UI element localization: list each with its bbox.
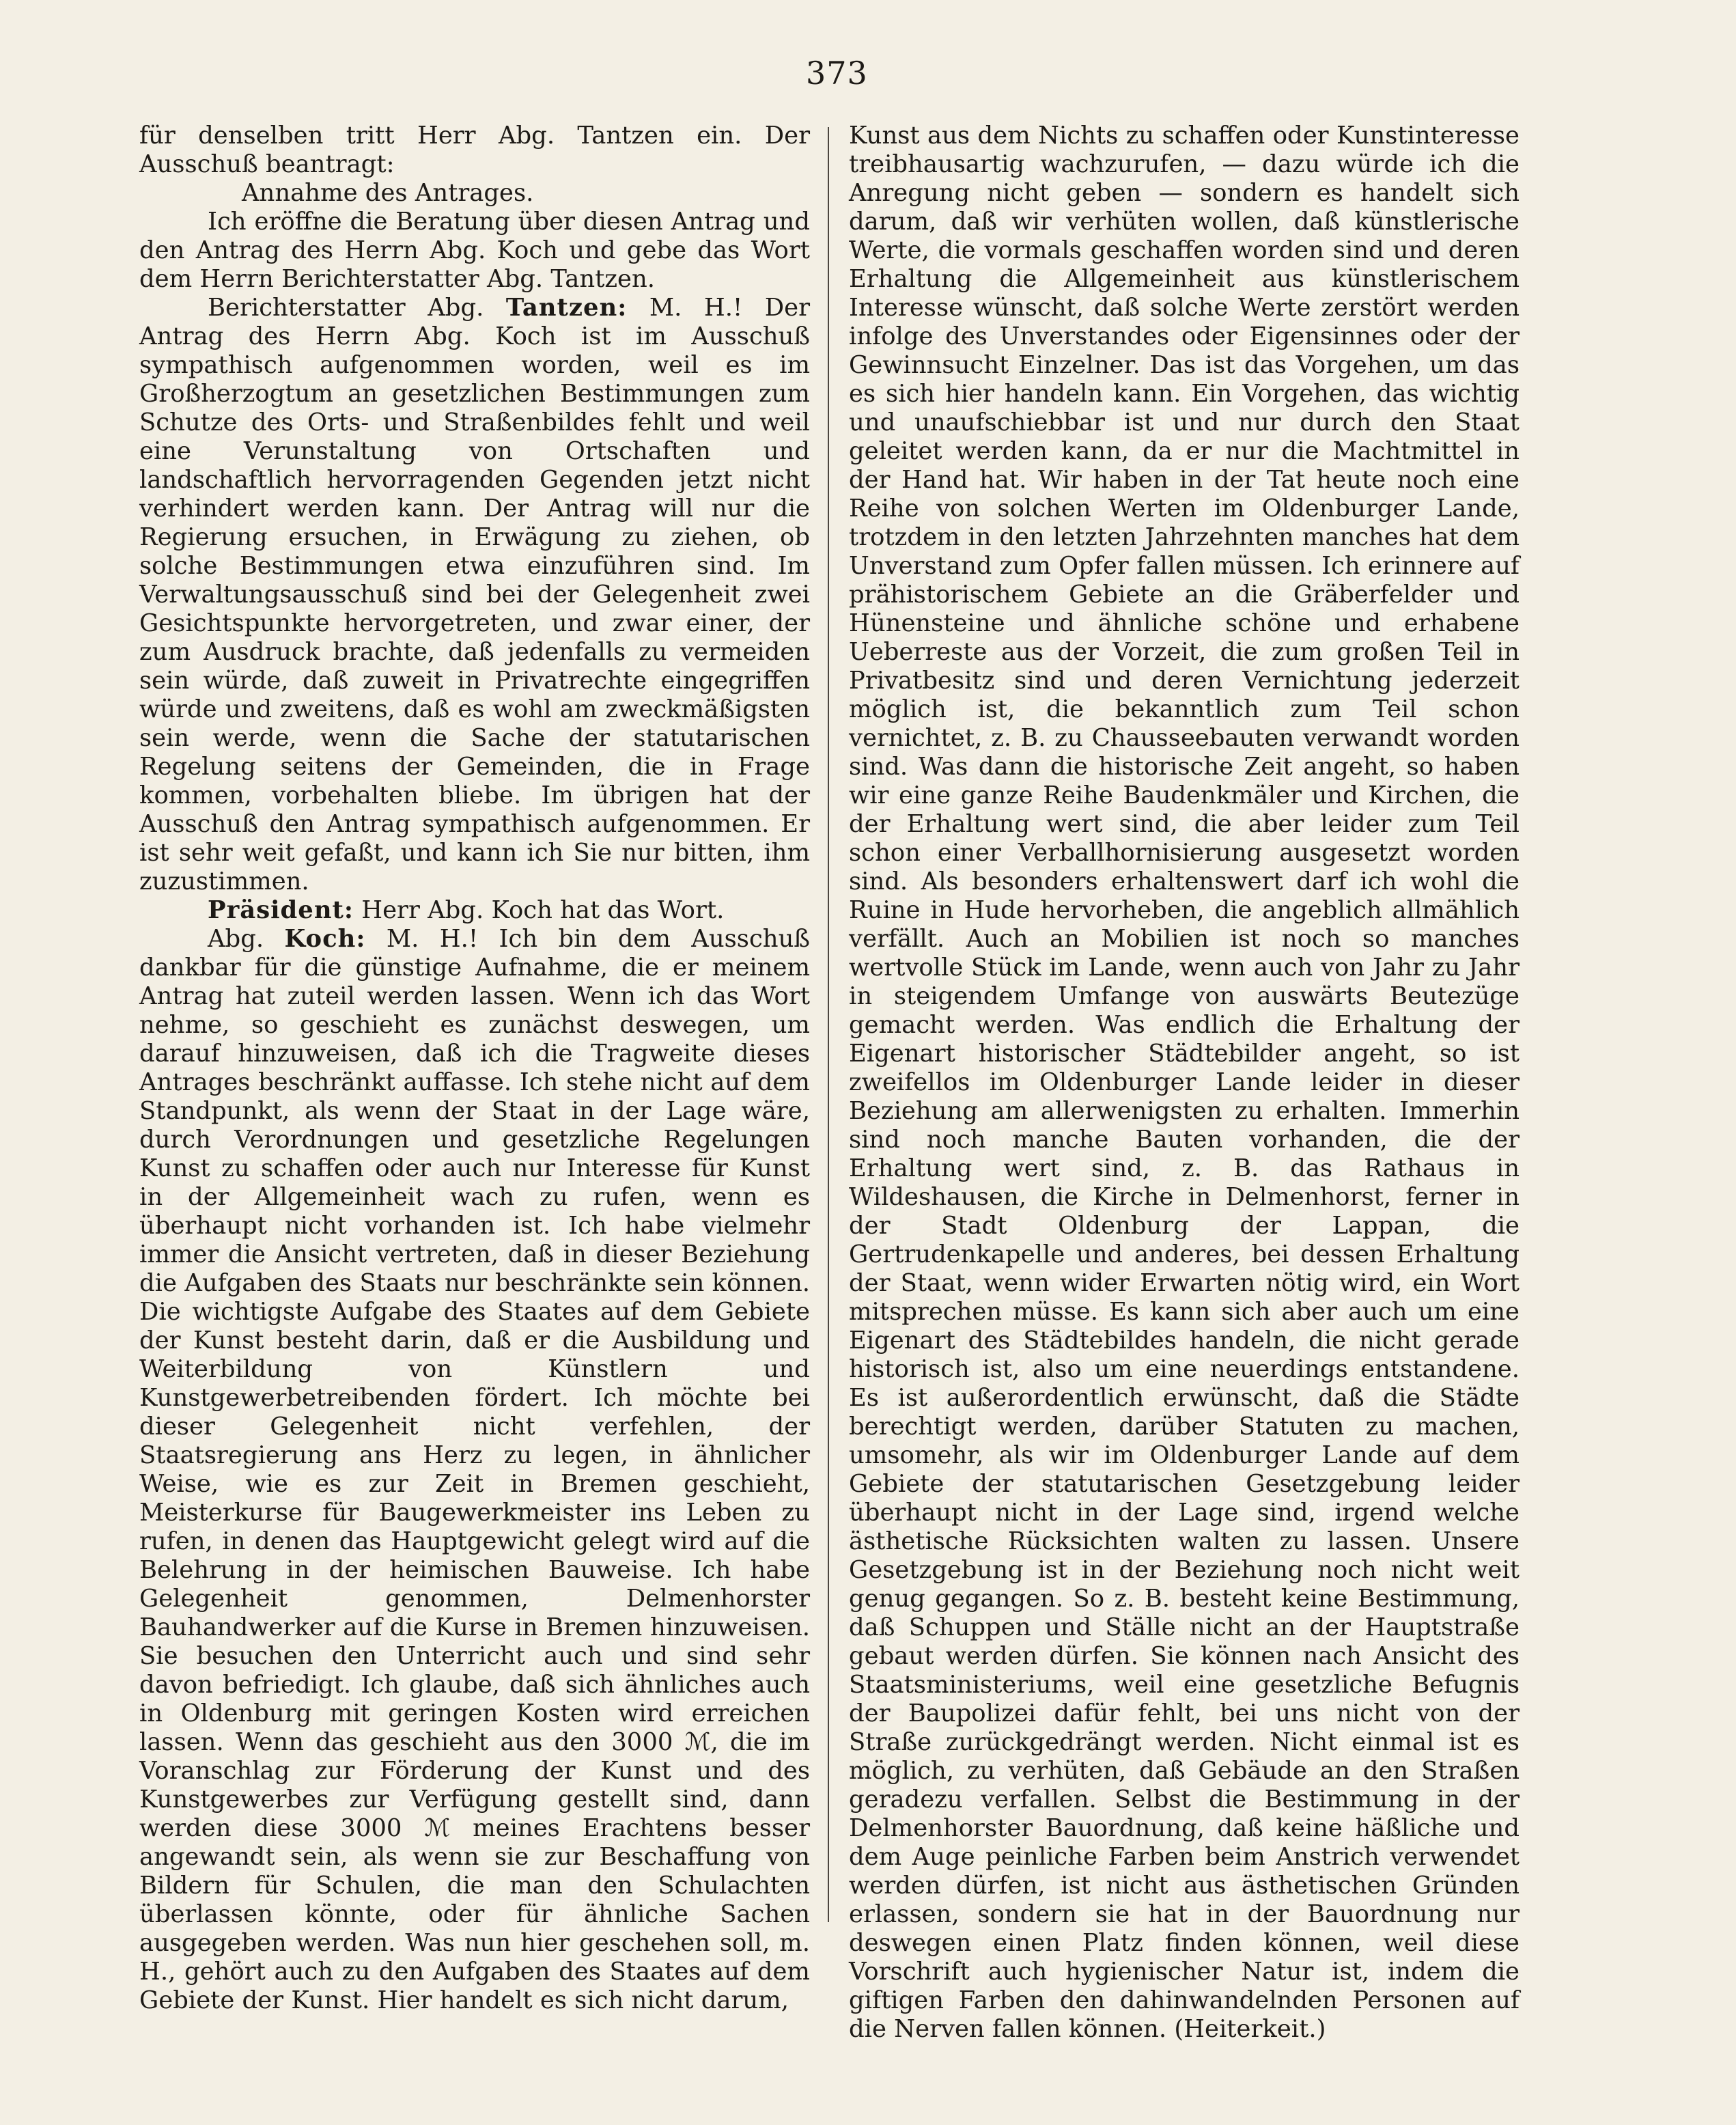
- speaker-name: Koch:: [284, 925, 366, 953]
- speech-text: Herr Abg. Koch hat das Wort.: [361, 896, 725, 924]
- column-divider: [828, 127, 829, 1922]
- paragraph: Kunst aus dem Nichts zu schaffen oder Kunstinteresse treibhausartig wachzurufen, — dazu würde ich die Anregung nicht geben — sondern es handelt sich darum, daß wir verhüten wollen, daß künstlerische Werte, die vormals geschaffen worden sind und deren Erhaltung die Allgemeinheit aus künstlerischem Interesse wünscht, daß solche Werte zerstört werden infolge des Unverstandes oder Eigensinnes oder der Gewinnsucht Einzelner. Das ist das Vorgehen, um das es sich hier handeln kann. Ein Vorgehen, das wichtig und unaufschiebbar ist und nur durch den Staat geleitet werden kann, da er nur die Machtmittel in der Hand hat. Wir haben in der Tat heute noch eine Reihe von solchen Werten im Oldenburger Lande, trotzdem in den letzten Jahrzehnten manches hat dem Unverstand zum Opfer fallen müssen. Ich erinnere auf prähistorischem Gebiete an die Gräberfelder und Hünensteine und ähnliche schöne und erhabene Ueberreste aus der Vorzeit, die zum großen Teil in Privatbesitz sind und deren Vernichtung jederzeit möglich ist, die bekanntlich zum Teil schon vernichtet, z. B. zu Chausseebauten verwandt worden sind. Was dann die historische Zeit angeht, so haben wir eine ganze Reihe Baudenkmäler und Kirchen, die der Erhaltung wert sind, die aber leider zum Teil schon einer Verballhornisierung ausgesetzt worden sind. Als besonders erhaltenswert darf ich wohl die Ruine in Hude hervorheben, die angeblich allmählich verfällt. Auch an Mobilien ist noch so manches wertvolle Stück im Lande, wenn auch von Jahr zu Jahr in steigendem Umfange von auswärts Beutezüge gemacht werden. Was endlich die Erhaltung der Eigenart historischer Städtebilder angeht, so ist zweifellos im Oldenburger Lande leider in dieser Beziehung am allerwenigsten zu erhalten. Immerhin sind noch manche Bauten vorhanden, die der Erhaltung wert sind, z. B. das Rathaus in Wildeshausen, die Kirche in Delmenhorst, ferner in der Stadt Oldenburg der Lappan, die Gertrudenkapelle und anderes, bei dessen Erhaltung der Staat, wenn wider Erwarten nötig wird, ein Wort mitsprechen müsse. Es kann sich aber auch um eine Eigenart des Städtebildes handeln, die nicht gerade historisch ist, also um eine neuerdings entstandene. Es ist außerordentlich erwünscht, daß die Städte berechtigt werden, darüber Statuten zu machen, umsomehr, als wir im Oldenburger Lande auf dem Gebiete der statutarischen Gesetzgebung leider überhaupt nicht in der Lage sind, irgend welche ästhetische Rücksichten walten zu lassen. Unsere Gesetzgebung ist in der Beziehung noch nicht weit genug gegangen. So z. B. besteht keine Bestimmung, daß Schuppen und Ställe nicht an der Hauptstraße gebaut werden dürfen. Sie können nach Ansicht des Staatsministeriums, weil eine gesetzliche Befugnis der Baupolizei dafür fehlt, bei uns nicht von der Straße zurückgedrängt werden. Nicht einmal ist es möglich, zu verhüten, daß Gebäude an den Straßen geradezu verfallen. Selbst die Bestimmung in der Delmenhorster Bauordnung, daß keine häßliche und dem Auge peinliche Farben beim Anstrich verwendet werden dürfen, ist nicht aus ästhetischen Gründen erlassen, sondern sie hat in der Bauordnung nur deswegen einen Platz finden können, weil diese Vorschrift auch hygienischer Natur ist, indem die giftigen Farben den dahinwandelnden Personen auf die Nerven fallen können. (Heiterkeit.): [849, 122, 1520, 2043]
- paragraph: für denselben tritt Herr Abg. Tantzen ein. Der Ausschuß beantragt:: [139, 122, 810, 178]
- right-column: [849, 122, 1520, 2044]
- speech-paragraph: [139, 896, 810, 925]
- left-column: [139, 122, 810, 2015]
- speaker-name: Tantzen:: [505, 294, 628, 322]
- speech-text: M. H.! Ich bin dem Ausschuß dankbar für die günstige Aufnahme, die er meinem Antrag hat zuteil werden lassen. Wenn ich das Wort nehme, so geschieht es zunächst deswegen, um darauf hinzuweisen, daß ich die Tragweite dieses Antrages beschränkt auffasse. Ich stehe nicht auf dem Standpunkt, als wenn der Staat in der Lage wäre, durch Verordnungen und gesetzliche Regelungen Kunst zu schaffen oder auch nur Interesse für Kunst in der Allgemeinheit wach zu rufen, wenn es überhaupt nicht vorhanden ist. Ich habe vielmehr immer die Ansicht vertreten, daß in dieser Beziehung die Aufgaben des Staats nur beschränkte sein können. Die wichtigste Aufgabe des Staates auf dem Gebiete der Kunst besteht darin, daß er die Ausbildung und Weiterbildung von Künstlern und Kunstgewerbetreibenden fördert. Ich möchte bei dieser Gelegenheit nicht verfehlen, der Staatsregierung ans Herz zu legen, in ähnlicher Weise, wie es zur Zeit in Bremen geschieht, Meisterkurse für Baugewerkmeister ins Leben zu rufen, in denen das Hauptgewicht gelegt wird auf die Belehrung in der heimischen Bauweise. Ich habe Gelegenheit genommen, Delmenhorster Bauhandwerker auf die Kurse in Bremen hinzuweisen. Sie besuchen den Unterricht auch und sind sehr davon befriedigt. Ich glaube, daß sich ähnliches auch in Oldenburg mit geringen Kosten wird erreichen lassen. Wenn das geschieht aus den 3000 ℳ, die im Voranschlag zur Förderung der Kunst und des Kunstgewerbes zur Verfügung gestellt sind, dann werden diese 3000 ℳ meines Erachtens besser angewandt sein, als wenn sie zur Beschaffung von Bildern für Schulen, die man den Schulachten überlassen könnte, oder für ähnliche Sachen ausgegeben werden. Was nun hier geschehen soll, m. H., gehört auch zu den Aufgaben des Staates auf dem Gebiete der Kunst. Hier handelt es sich nicht darum,: [139, 925, 811, 2014]
- page-number: 373: [806, 55, 868, 92]
- speaker-title: Berichterstatter Abg.: [208, 294, 484, 322]
- speaker-title: Abg.: [208, 925, 264, 953]
- speech-paragraph: [139, 294, 810, 896]
- speech-text: M. H.! Der Antrag des Herrn Abg. Koch ist im Ausschuß sympathisch aufgenommen worden, weil es im Großherzogtum an gesetzlichen Bestimmungen zum Schutze des Orts- und Straßenbildes fehlt und weil eine Verunstaltung von Ortschaften und landschaftlich hervorragenden Gegenden jetzt nicht verhindert werden kann. Der Antrag will nur die Regierung ersuchen, in Erwägung zu ziehen, ob solche Bestimmungen etwa einzuführen sind. Im Verwaltungsausschuß sind bei der Gelegenheit zwei Gesichtspunkte hervorgetreten, und zwar einer, der zum Ausdruck brachte, daß jedenfalls zu vermeiden sein würde, daß zuweit in Privatrechte eingegriffen würde und zweitens, daß es wohl am zweckmäßigsten sein werde, wenn die Sache der statutarischen Regelung seitens der Gemeinden, die in Frage kommen, vorbehalten bliebe. Im übrigen hat der Ausschuß den Antrag sympathisch aufgenommen. Er ist sehr weit gefaßt, und kann ich Sie nur bitten, ihm zuzustimmen.: [139, 294, 811, 895]
- paragraph: Ich eröffne die Beratung über diesen Antrag und den Antrag des Herrn Abg. Koch und gebe das Wort dem Herrn Berichterstatter Abg. Tantzen.: [139, 208, 810, 293]
- speaker-name: Präsident:: [208, 896, 354, 924]
- speech-paragraph: [139, 925, 810, 2015]
- motion-text: Annahme des Antrages.: [242, 179, 534, 207]
